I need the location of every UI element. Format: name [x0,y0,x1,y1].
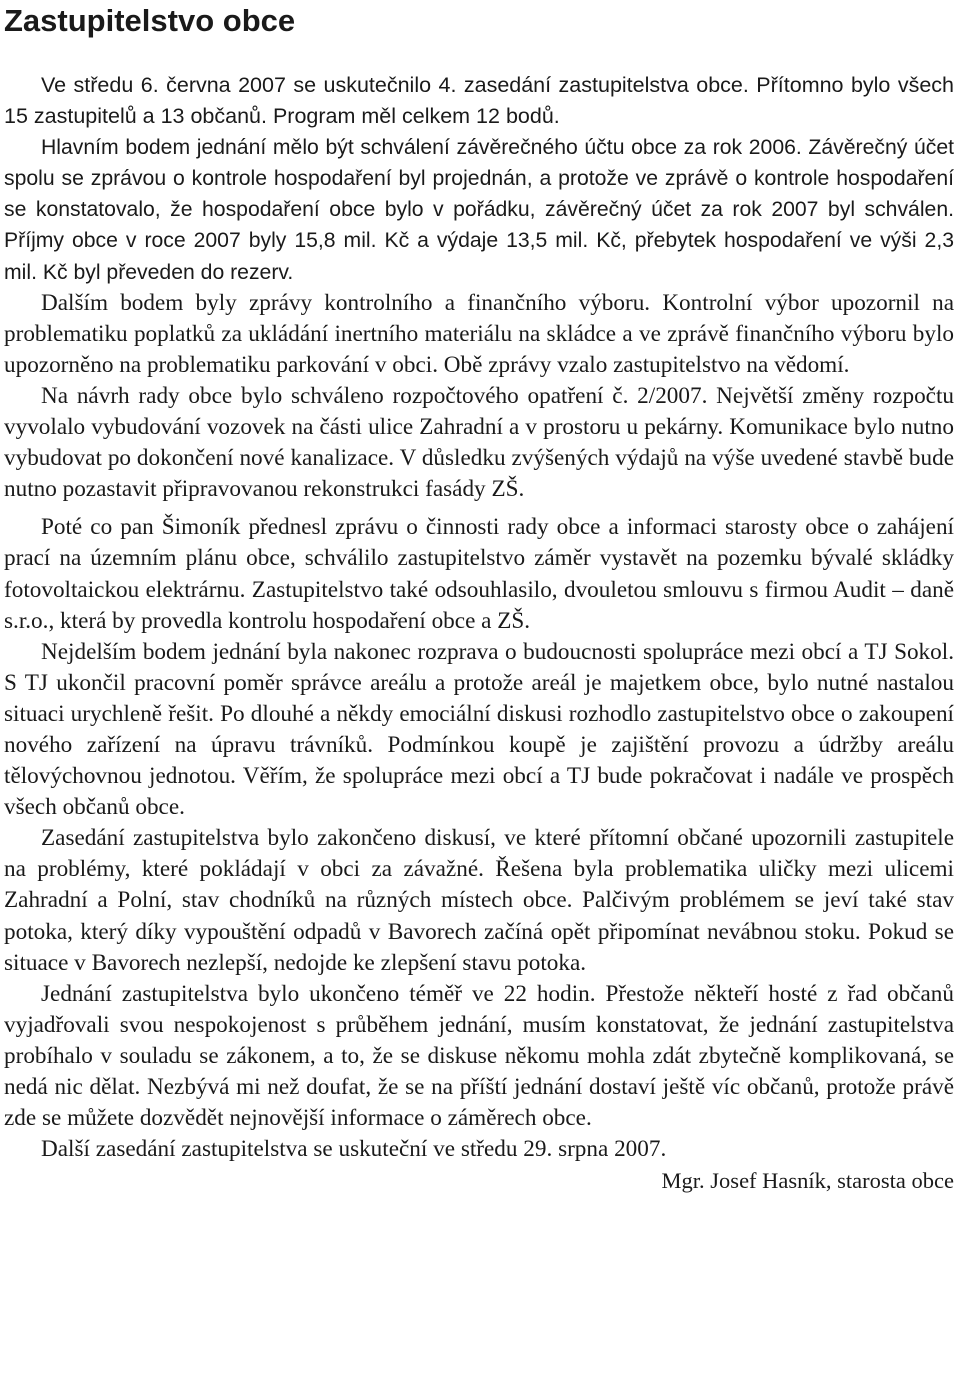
paragraph-tj-sokol: Nejdelším bodem jednání byla nakonec rozprava o budoucnosti spolupráce mezi obcí a TJ Sokol. S TJ ukončil pracovní poměr správce areálu a protože areál je majetkem obce, bylo nutné nastalou situaci urychleně řešit. Po dlouhé a někdy emociální diskusi rozhodlo zastupitelstvo obce o zakoupení nového zařízení na úpravu trávníků. Podmínkou koupě je zajištění provozu a údržby areálu tělovýchovnou jednotou. Věřím, že spolupráce mezi obcí a TJ bude pokračovat i nadále ve prospěch všech občanů obce. [4,638,954,821]
paragraph-council-report: Poté co pan Šimoník přednesl zprávu o činnosti rady obce a informaci starosty obce o zahájení prací na územním plánu obce, schválilo zastupitelstvo záměr vystavět na pozemku bývalé skládky fotovoltaickou elektrárnu. Zastupitelstvo také odsouhlasilo, dvouletou smlouvu s firmou Audit – daně s.r.o., která by provedla kontrolu hospodaření obce a ZŠ. [4,514,954,634]
paragraph-meeting-intro: Ve středu 6. června 2007 se uskutečnilo 4. zasedání zastupitelstva obce. Přítomno bylo všech 15 zastupitelů a 13 občanů. Program měl celkem 12 bodů. [4,73,954,129]
author-signature: Mgr. Josef Hasník, starosta obce [661,1168,954,1194]
paragraph-discussion: Zasedání zastupitelstva bylo zakončeno diskusí, ve které přítomní občané upozornili zastupitele na problémy, které pokládají v obci za závažné. Řešena byla problematika uličky mezi ulicemi Zahradní a Polní, stav chodníků na různých místech obce. Palčivým problémem se jeví také stav potoka, který díky vypouštění odpadů v Bavorech začíná opět připomínat nevábnou stoku. Pokud se situace v Bavorech nezlepší, nedojde ke zlepšení stavu potoka. [4,825,954,976]
paragraph-meeting-end: Jednání zastupitelstva bylo ukončeno téměř ve 22 hodin. Přestože někteří hosté z řad občanů vyjadřovali svou nespokojenost s průběhem jednání, musím konstatovat, že jednání zastupitelstva probíhalo v souladu se zákonem, a to, že se diskuse někomu mohla zdát zbytečně komplikovaná, se nedá nic dělat. Nezbývá mi než doufat, že se na příští jednání dostaví ještě víc občanů, protože právě zde se můžete dozvědět nejnovější informace o záměrech obce. [4,980,954,1132]
paragraph-final-account: Hlavním bodem jednání mělo být schválení závěrečného účtu obce za rok 2006. Závěrečný účet spolu se zprávou o kontrole hospodaření byl projednán, a protože ve zprávě o kontrole hospodaření se konstatovalo, že hospodaření obce bylo v pořádku, závěrečný účet za rok 2007 byl schválen. Příjmy obce v roce 2007 byly 15,8 mil. Kč a výdaje 13,5 mil. Kč, přebytek hospodaření ve výši 2,3 mil. Kč byl převeden do rezerv. [4,136,954,284]
paragraph-committee-reports: Dalším bodem byly zprávy kontrolního a finančního výboru. Kontrolní výbor upozornil na problematiku poplatků za ukládání inertního materiálu na skládce a ve zprávě finančního výboru bylo upozorněno na problematiku parkování v obci. Obě zprávy vzalo zastupitelstvo na vědomí. [4,289,954,378]
document-page [0,2,960,1392]
page-title: Zastupitelstvo obce [4,3,296,38]
paragraph-next-meeting: Další zasedání zastupitelstva se uskuteční ve středu 29. srpna 2007. [41,1136,667,1163]
paragraph-budget-measure: Na návrh rady obce bylo schváleno rozpočtového opatření č. 2/2007. Největší změny rozpočtu vyvolalo vybudování vozovek na části ulice Zahradní a v prostoru u pekárny. Komunikace bylo nutno vybudovat po dokončení nové kanalizace. V důsledku zvýšených výdajů na výše uvedené stavbě bude nutno pozastavit připravovanou rekonstrukci fasády ZŠ. [4,382,954,503]
article-body [4,70,954,1196]
